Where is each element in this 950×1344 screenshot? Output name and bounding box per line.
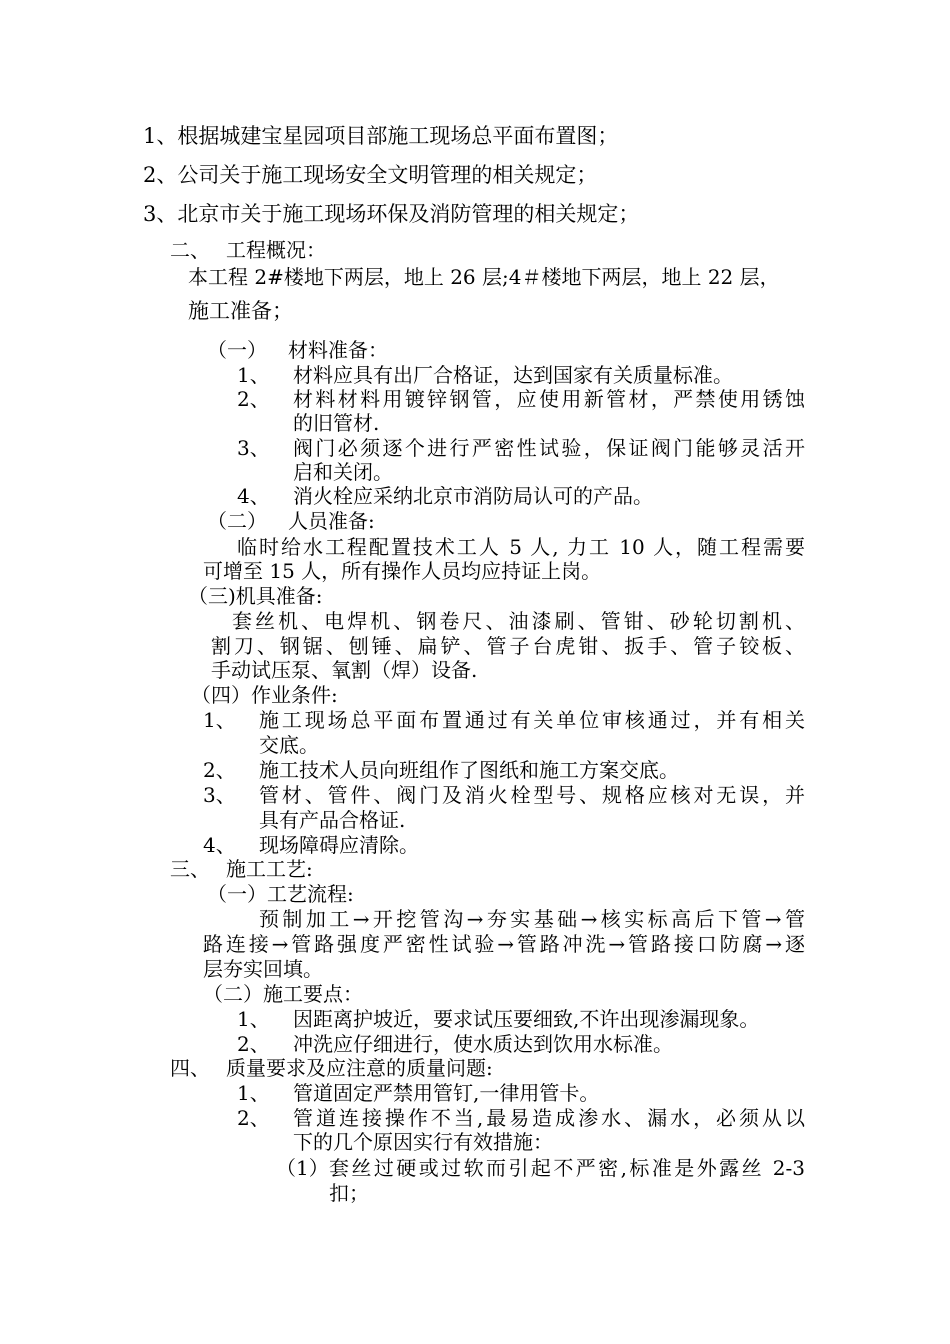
section-title: 质量要求及应注意的质量问题:	[226, 1056, 493, 1080]
subsection-title: （四）作业条件:	[191, 683, 338, 707]
list-number: 2、	[237, 1106, 270, 1130]
list-item-text: 具有产品合格证.	[259, 808, 406, 832]
list-number: 4、	[237, 484, 270, 508]
list-number: 3、	[203, 783, 236, 807]
list-item-text: 管道连接操作不当,最易造成渗水、漏水，必须从以	[293, 1106, 805, 1130]
subsection-title: 材料准备：	[288, 338, 388, 362]
list-item-text: 的旧管材.	[293, 411, 380, 435]
sub-list-item-text: 扣；	[329, 1181, 369, 1205]
paragraph-line: 可增至 15 人，所有操作人员均应持证上岗。	[203, 559, 602, 583]
basis-item-1: 1、根据城建宝星园项目部施工现场总平面布置图；	[143, 124, 619, 148]
list-item-text: 交底。	[259, 733, 319, 757]
subsection-title: （三)机具准备:	[188, 584, 323, 608]
paragraph-line: 层夯实回填。	[203, 957, 323, 981]
subsection-title: 人员准备:	[288, 509, 375, 533]
paragraph-line: 预制加工→开挖管沟→夯实基础→核实标高后下管→管	[259, 907, 805, 931]
list-item-text: 冲洗应仔细进行，使水质达到饮用水标准。	[293, 1032, 673, 1056]
sub-list-item-text: 套丝过硬或过软而引起不严密,标准是外露丝 2-3	[329, 1156, 805, 1180]
list-number: 2、	[203, 758, 236, 782]
list-item-text: 下的几个原因实行有效措施：	[293, 1130, 553, 1154]
subsection-number: （一）	[207, 338, 267, 362]
paragraph-line: 临时给水工程配置技术工人 5 人, 力工 10 人，随工程需要	[237, 535, 805, 559]
subsection-title: （一）工艺流程:	[207, 882, 354, 906]
section-number: 四、	[170, 1056, 210, 1080]
subsection-title: （二）施工要点：	[203, 982, 363, 1006]
paragraph-line: 套丝机、电焊机、钢卷尺、油漆刷、管钳、砂轮切割机、	[232, 609, 805, 633]
list-number: 3、	[237, 436, 270, 460]
list-item-text: 因距离护坡近，要求试压要细致,不许出现渗漏现象。	[293, 1007, 760, 1031]
list-item-text: 阀门必须逐个进行严密性试验，保证阀门能够灵活开	[293, 436, 805, 460]
list-item-text: 现场障碍应清除。	[259, 833, 419, 857]
list-number: 2、	[237, 1032, 270, 1056]
list-number: 1、	[237, 363, 270, 387]
list-item-text: 管道固定严禁用管钉,一律用管卡。	[293, 1081, 600, 1105]
list-item-text: 材料应具有出厂合格证，达到国家有关质量标准。	[293, 363, 733, 387]
basis-item-3: 3、北京市关于施工现场环保及消防管理的相关规定；	[143, 202, 640, 226]
list-number: 4、	[203, 833, 236, 857]
list-item-text: 材料材料用镀锌钢管，应使用新管材，严禁使用锈蚀	[293, 387, 805, 411]
list-number: 2、	[237, 387, 270, 411]
section-title: 工程概况：	[226, 238, 326, 262]
paragraph-line: 路连接→管路强度严密性试验→管路冲洗→管路接口防腐→逐	[203, 932, 805, 956]
list-item-text: 施工技术人员向班组作了图纸和施工方案交底。	[259, 758, 679, 782]
list-number: 1、	[203, 708, 236, 732]
project-overview-text: 本工程 2#楼地下两层，地上 26 层;4＃楼地下两层，地上 22 层，	[188, 265, 780, 289]
basis-item-2: 2、公司关于施工现场安全文明管理的相关规定；	[143, 163, 598, 187]
list-number: 1、	[237, 1007, 270, 1031]
construction-prep-heading: 施工准备；	[188, 299, 293, 323]
list-item-text: 启和关闭。	[293, 460, 393, 484]
paragraph-line: 手动试压泵、氧割（焊）设备.	[211, 658, 478, 682]
section-number: 三、	[170, 857, 210, 881]
list-item-text: 施工现场总平面布置通过有关单位审核通过，并有相关	[259, 708, 805, 732]
list-item-text: 管材、管件、阀门及消火栓型号、规格应核对无误，并	[259, 783, 805, 807]
subsection-number: （二）	[207, 509, 267, 533]
list-item-text: 消火栓应采纳北京市消防局认可的产品。	[293, 484, 653, 508]
section-title: 施工工艺:	[226, 857, 313, 881]
list-number: 1、	[237, 1081, 270, 1105]
section-number: 二、	[170, 238, 210, 262]
paragraph-line: 割刀、钢锯、刨锤、扁铲、管子台虎钳、扳手、管子铰板、	[211, 634, 805, 658]
sub-list-number: （1）	[276, 1156, 329, 1180]
